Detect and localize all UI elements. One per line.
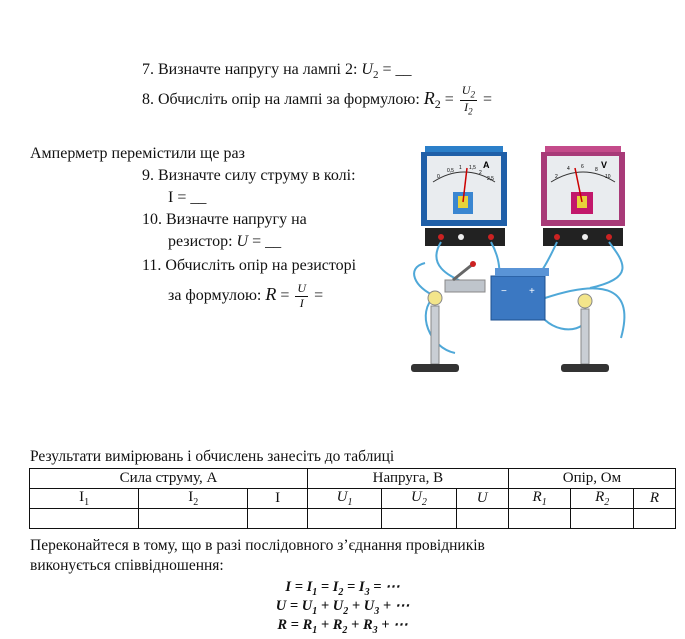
col-R: R xyxy=(633,489,675,509)
table-cell[interactable] xyxy=(30,509,139,529)
formula-term: U xyxy=(275,598,287,614)
formula-term: R xyxy=(302,617,313,633)
col-I2: $I_2$ xyxy=(139,489,248,509)
lamp-2 xyxy=(561,294,609,372)
svg-text:1: 1 xyxy=(459,165,462,171)
table-cell[interactable] xyxy=(456,509,508,529)
formula-resistance: $R = R_1 + R_2 + R_3$ + ⋯ xyxy=(277,617,408,636)
formula-fraction: $\frac{U_2}{I_2}$ xyxy=(461,83,475,117)
col-U2: $U_2$ xyxy=(382,489,456,509)
formula-voltage: $U = U_1 + U_2 + U_3$ + ⋯ xyxy=(275,598,410,617)
task-9-line2: I = __ xyxy=(168,189,207,206)
table-cell[interactable] xyxy=(382,509,456,529)
task-11-line1: 11. Обчисліть опір на резисторі xyxy=(142,257,357,274)
table-caption: Результати вимірювань і обчислень занесіть до таблиці xyxy=(30,448,395,465)
svg-text:0,5: 0,5 xyxy=(447,168,454,174)
formula-term: I xyxy=(285,579,292,595)
ammeter xyxy=(421,146,507,246)
formula-term: U xyxy=(332,598,344,614)
col-I: I xyxy=(248,489,308,509)
col-R1: $R_1$ xyxy=(508,489,571,509)
svg-text:4: 4 xyxy=(567,166,570,172)
table-cell[interactable] xyxy=(508,509,571,529)
group-resistance: Опір, Ом xyxy=(508,469,675,489)
table-subheader-row xyxy=(30,489,676,509)
results-table xyxy=(29,468,676,529)
svg-text:2,5: 2,5 xyxy=(487,176,494,182)
col-R2: $R_2$ xyxy=(571,489,634,509)
table-cell[interactable] xyxy=(571,509,634,529)
task-8: 8. Обчисліть опір на лампі за формулою: $R_2$ = $\frac{U_2}{I_2}$ = xyxy=(142,83,492,117)
note: Амперметр перемістили ще раз xyxy=(30,145,245,162)
task-10-line2: резистор: U = __ xyxy=(168,233,282,250)
table-empty-row xyxy=(30,509,676,529)
col-U: U xyxy=(456,489,508,509)
formula-term: I xyxy=(306,579,313,595)
circuit-illustration xyxy=(395,138,643,393)
table-cell[interactable] xyxy=(307,509,381,529)
task-11-line2: за формулою: R = $\frac{U}{I}$ = xyxy=(168,281,324,310)
battery-plus: + xyxy=(529,286,535,297)
formula-term: U xyxy=(363,598,375,614)
ammeter-label: A xyxy=(483,160,490,170)
svg-text:2: 2 xyxy=(555,174,558,180)
formula-term: R xyxy=(362,617,373,633)
svg-text:1,5: 1,5 xyxy=(469,165,476,171)
svg-text:6: 6 xyxy=(581,164,584,170)
formula-term: R xyxy=(332,617,343,633)
voltmeter xyxy=(541,146,625,246)
voltmeter-label: V xyxy=(601,160,608,170)
formula-term: I xyxy=(332,579,339,595)
group-voltage: Напруга, В xyxy=(307,469,508,489)
formula-term: R xyxy=(277,617,288,633)
table-cell[interactable] xyxy=(248,509,308,529)
group-current: Сила струму, А xyxy=(30,469,308,489)
battery-minus: − xyxy=(501,286,507,297)
task-9-line1: 9. Визначте силу струму в колі: xyxy=(142,167,356,184)
svg-text:2: 2 xyxy=(479,170,482,176)
conclusion-line-2: виконується співвідношення: xyxy=(30,557,224,574)
svg-text:8: 8 xyxy=(595,167,598,173)
conclusion-line-1: Переконайтеся в тому, що в разі послідовного з’єднання провідників xyxy=(30,537,485,554)
col-U1: $U_1$ xyxy=(307,489,381,509)
battery xyxy=(491,268,549,320)
task-7: 7. Визначте напругу на лампі 2: $U_2$ = __ xyxy=(142,61,412,82)
table-cell[interactable] xyxy=(633,509,675,529)
svg-text:0: 0 xyxy=(437,174,440,180)
formula-term: U xyxy=(301,598,313,614)
task-10-line1: 10. Визначте напругу на xyxy=(142,211,307,228)
table-cell[interactable] xyxy=(139,509,248,529)
table-header-row xyxy=(30,469,676,489)
formula-fraction: $\frac{U}{I}$ xyxy=(297,281,307,310)
formula-current: $I = I_1 = I_2 = I_3$ = ⋯ xyxy=(285,579,400,598)
lamp-1 xyxy=(411,291,459,372)
formula-term: I xyxy=(358,579,365,595)
svg-text:10: 10 xyxy=(605,174,611,180)
col-I1: $I_1$ xyxy=(30,489,139,509)
